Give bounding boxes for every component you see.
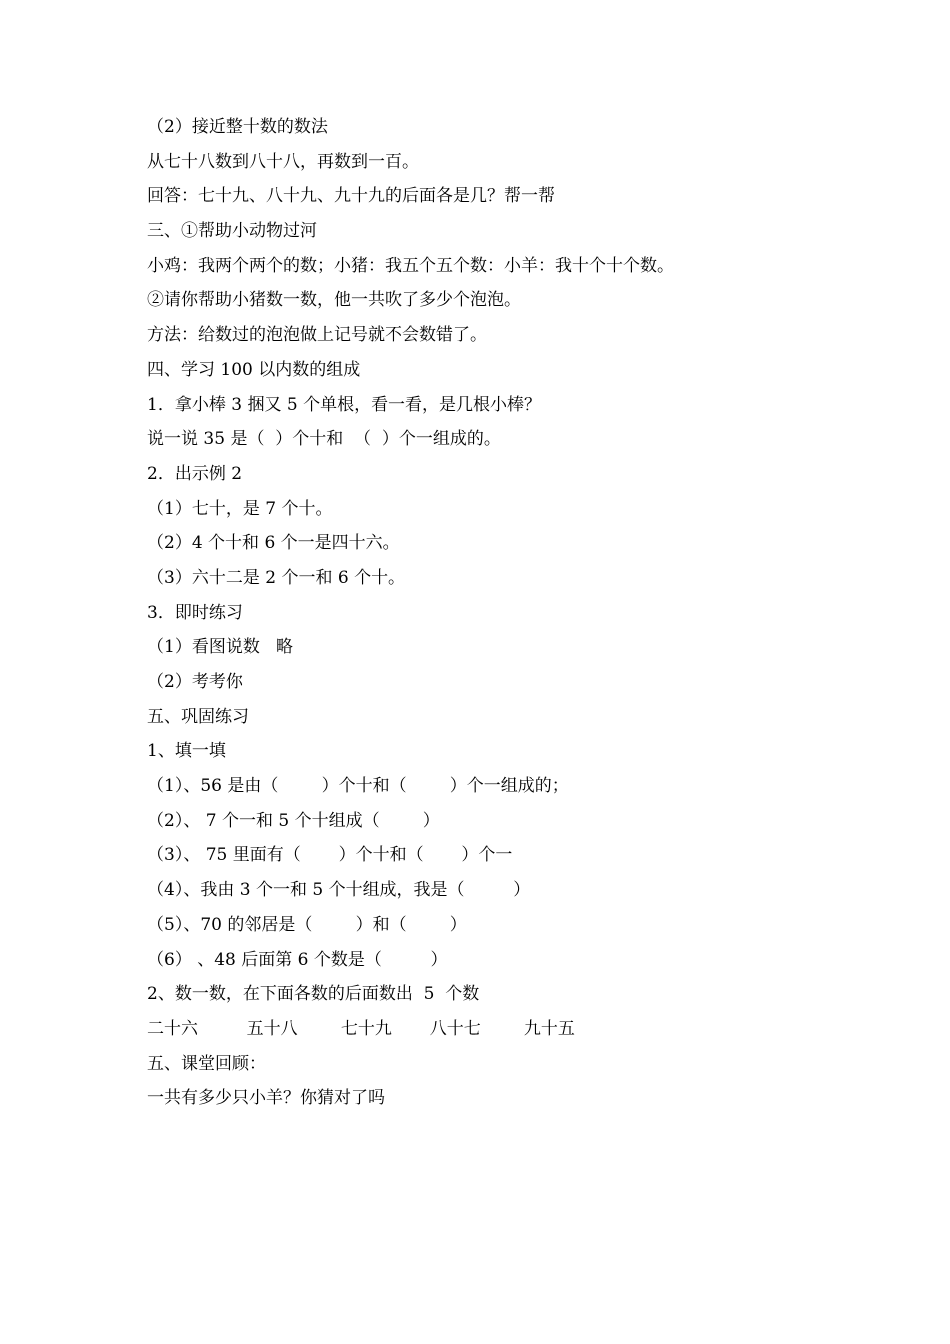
sub-item-sixty-two: （3）六十二是 2 个一和 6 个十。 [147, 567, 406, 588]
section-heading-whole-ten-counting: （2）接近整十数的数法 [147, 117, 328, 137]
sub-item-look-and-say: （1）看图说数 略 [147, 637, 294, 658]
paragraph-answer-question: 回答：七十九、八十九、九十九的后面各是几？帮一帮 [147, 186, 555, 207]
paragraph-help-piglet: ②请你帮助小猪数一数，他一共吹了多少个泡泡。 [147, 290, 521, 311]
number-word-list: 二十六 五十八 七十九 八十七 九十五 [147, 1018, 575, 1039]
item-sticks-question: 1．拿小棒 3 捆又 5 个单根，看一看，是几根小棒？ [147, 394, 542, 415]
fill-item-4: （4）、我由 3 个一和 5 个十组成，我是（ ） [147, 880, 531, 901]
item-instant-practice: 3．即时练习 [147, 602, 243, 623]
fill-item-5: （5）、70 的邻居是（ ）和（ ） [147, 914, 467, 935]
section-heading-three: 三、①帮助小动物过河 [147, 221, 317, 242]
sub-item-forty-six: （2）4 个十和 6 个一是四十六。 [147, 533, 400, 554]
paragraph-closing-question: 一共有多少只小羊？你猜对了吗 [147, 1088, 385, 1109]
fill-item-1: （1）、56 是由（ ）个十和（ ）个一组成的； [147, 776, 569, 797]
document-body [147, 110, 847, 1116]
item-example-2: 2．出示例 2 [147, 463, 243, 484]
paragraph-method: 方法：给数过的泡泡做上记号就不会数错了。 [147, 325, 487, 346]
item-count-five: 2、数一数，在下面各数的后面数出 5 个数 [147, 984, 480, 1005]
item-fill-in: 1、填一填 [147, 741, 226, 762]
section-heading-five-review: 五、课堂回顾： [147, 1053, 266, 1074]
sub-item-quiz: （2）考考你 [147, 672, 243, 692]
fill-item-2: （2）、 7 个一和 5 个十组成（ ） [147, 810, 440, 831]
paragraph-animals-counting: 小鸡：我两个两个的数；小猪：我五个五个数：小羊：我十个十个数。 [147, 255, 674, 276]
section-heading-five-practice: 五、巩固练习 [147, 706, 249, 727]
paragraph-count-78-to-100: 从七十八数到八十八，再数到一百。 [147, 151, 419, 172]
sub-item-seventy: （1）七十，是 7 个十。 [147, 498, 333, 519]
fill-item-6: （6） 、48 后面第 6 个数是（ ） [147, 949, 448, 970]
section-heading-four: 四、学习 100 以内数的组成 [147, 359, 361, 380]
item-35-composition: 说一说 35 是（ ）个十和 （ ）个一组成的。 [147, 429, 501, 450]
fill-item-3: （3）、 75 里面有（ ）个十和（ ）个一 [147, 845, 513, 866]
